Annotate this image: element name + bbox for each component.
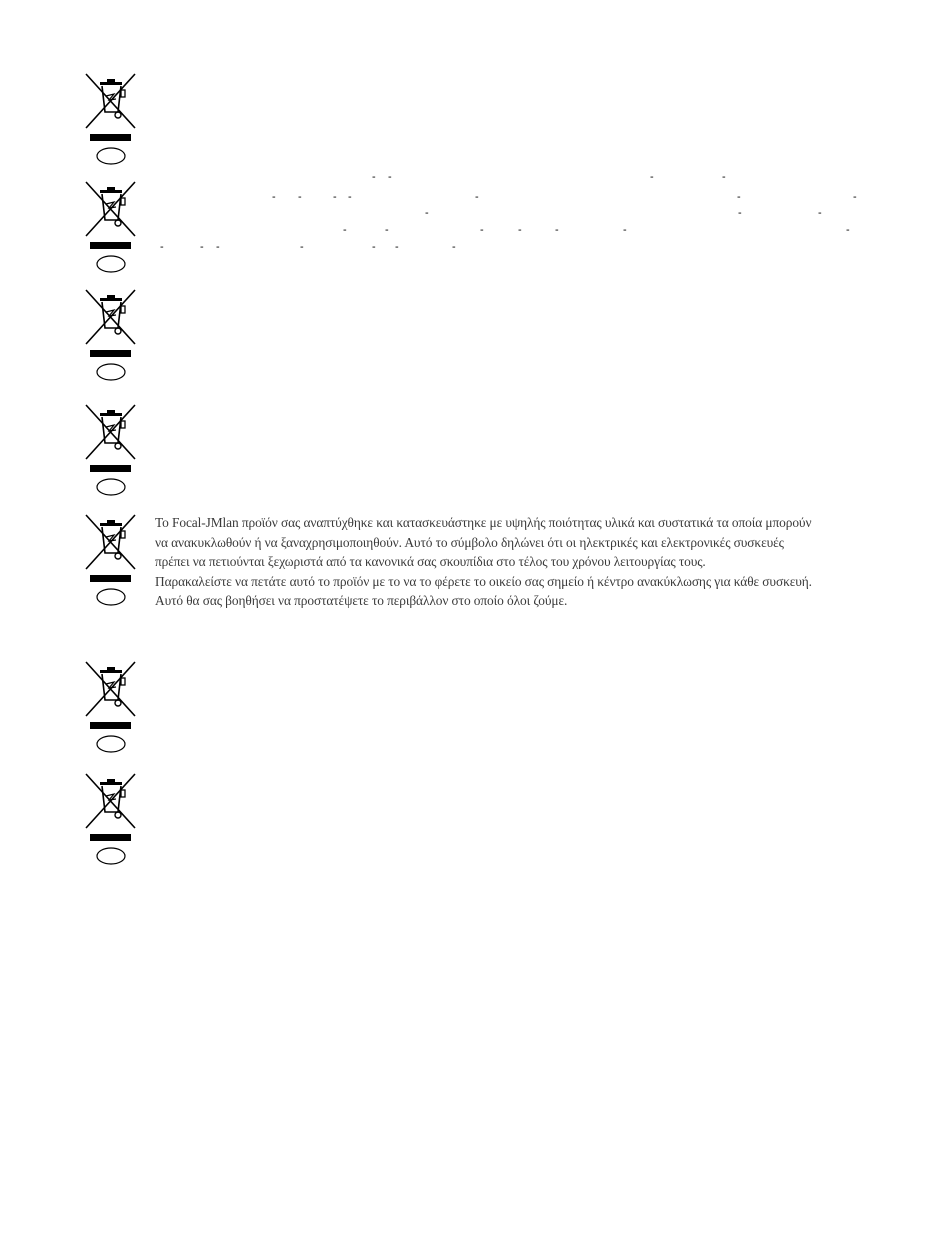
dash-mark: - — [160, 241, 164, 253]
dash-mark: - — [395, 241, 399, 253]
dash-mark: - — [738, 207, 742, 219]
weee-block-7 — [84, 772, 139, 867]
greek-recycling-notice — [155, 513, 815, 611]
dash-mark: - — [200, 241, 204, 253]
dash-mark: - — [452, 241, 456, 253]
dash-mark: - — [298, 191, 302, 203]
dash-mark: - — [737, 191, 741, 203]
dash-mark: - — [480, 224, 484, 236]
dash-mark: - — [853, 191, 857, 203]
crossed-out-wheelie-bin-icon — [84, 180, 139, 275]
crossed-out-wheelie-bin-icon — [84, 513, 139, 608]
notice-paragraph-1: Το Focal-JMlan προϊόν σας αναπτύχθηκε και κατασκευάστηκε με υψηλής ποιότητας υλικά και συστατικά τα οποία μπορούν να ανακυκλωθούν ή να ξαναχρησιμοποιηθούν. Αυτό το σύμβολο δηλώνει ότι οι ηλεκτρικές και ελεκτρονικές συσκευές πρέπει να πετιούνται ξεχωριστά από τα κανονικά σας σκουπίδια στο τέλος του χρόνου λειτουργίας τους. — [155, 515, 812, 569]
dash-mark: - — [216, 241, 220, 253]
dash-mark: - — [555, 224, 559, 236]
dash-mark: - — [846, 224, 850, 236]
dash-mark: - — [475, 191, 479, 203]
dash-mark: - — [372, 171, 376, 183]
dash-mark: - — [818, 207, 822, 219]
dash-mark: - — [372, 241, 376, 253]
dash-mark: - — [425, 207, 429, 219]
dash-mark: - — [385, 224, 389, 236]
crossed-out-wheelie-bin-icon — [84, 403, 139, 498]
weee-block-2 — [84, 180, 139, 275]
dash-mark: - — [272, 191, 276, 203]
weee-block-3 — [84, 288, 139, 383]
crossed-out-wheelie-bin-icon — [84, 72, 139, 167]
weee-block-4 — [84, 403, 139, 498]
notice-paragraph-2: Παρακαλείστε να πετάτε αυτό το προϊόν με το να το φέρετε το οικείο σας σημείο ή κέντρο ανακύκλωσης για κάθε συσκευή. Αυτό θα σας βοηθήσει να προστατέψετε το περιβάλλον στο οποίο όλοι ζούμε. — [155, 573, 812, 608]
dash-mark: - — [518, 224, 522, 236]
dash-mark: - — [623, 224, 627, 236]
dash-mark: - — [333, 191, 337, 203]
dash-mark: - — [388, 171, 392, 183]
dash-mark: - — [722, 171, 726, 183]
weee-block-5 — [84, 513, 139, 608]
dash-mark: - — [343, 224, 347, 236]
weee-block-1 — [84, 72, 139, 167]
crossed-out-wheelie-bin-icon — [84, 660, 139, 755]
dash-mark: - — [650, 171, 654, 183]
crossed-out-wheelie-bin-icon — [84, 772, 139, 867]
weee-block-6 — [84, 660, 139, 755]
crossed-out-wheelie-bin-icon — [84, 288, 139, 383]
dash-mark: - — [348, 191, 352, 203]
dash-mark: - — [300, 241, 304, 253]
